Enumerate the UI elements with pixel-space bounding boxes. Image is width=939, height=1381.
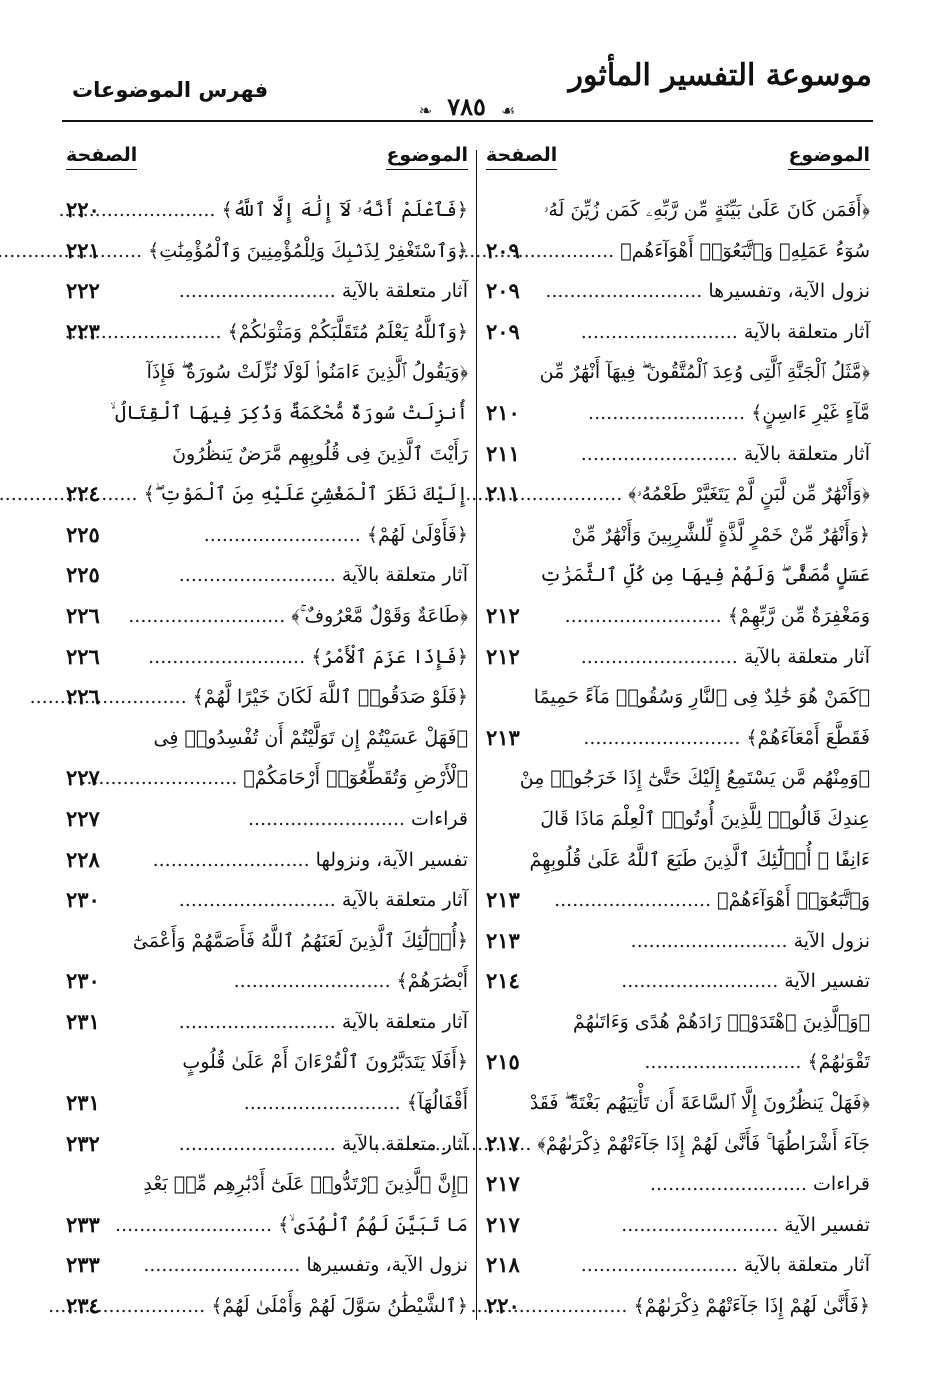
- index-entry: [482, 799, 872, 840]
- entry-page: ٢٣٠: [66, 968, 100, 994]
- entry-topic: آثار متعلقة بالآية .....: [179, 555, 468, 595]
- entry-topic: آثار متعلقة بالآية .....: [581, 434, 870, 474]
- entry-page: ٢٢٦: [66, 643, 100, 669]
- index-entry: [482, 758, 872, 799]
- entry-page: ٢٢٠: [486, 1293, 520, 1319]
- index-entry: [62, 637, 470, 678]
- entry-page: ٢٢٦: [66, 602, 100, 628]
- index-entry: [482, 515, 872, 556]
- index-entry: [62, 555, 470, 596]
- entry-page: ٢١٧: [486, 1130, 520, 1156]
- index-entry: [62, 1002, 470, 1043]
- entry-page: ٢١٧: [486, 1211, 520, 1237]
- index-entry: [62, 1083, 470, 1124]
- page-number-block: [62, 92, 872, 121]
- entry-topic: ﴿إِنَّ ٱلَّذِينَ ٱرْتَدُّوا۟ عَلَىٰٓ أَدْبَٰرِهِم مِّنۢ بَعْدِ: [143, 1173, 468, 1196]
- entry-topic: عَسَلٍ مُّصَفًّى ۖ وَلَهُمْ فِيهَا مِن كُلِّ ٱلثَّمَرَٰتِ: [539, 564, 870, 587]
- index-entry: [482, 961, 872, 1002]
- ornament-icon: ☙: [500, 101, 516, 120]
- entry-page: ٢٠٩: [486, 318, 520, 344]
- header-rule: [62, 120, 873, 122]
- entry-page: ٢٢٧: [66, 765, 100, 791]
- index-entry: [62, 190, 470, 231]
- index-entry: [482, 1002, 872, 1043]
- index-entry: [62, 231, 470, 272]
- entry-page: ٢١٠: [486, 399, 520, 425]
- index-entry: [482, 596, 872, 637]
- entry-topic: قراءات .....: [650, 1164, 870, 1204]
- entry-topic: آثار متعلقة بالآية .....: [179, 271, 468, 311]
- entry-page: ٢٢٣: [66, 318, 100, 344]
- index-entry: [482, 921, 872, 962]
- entry-page: ٢١٣: [486, 927, 520, 953]
- index-entry: [62, 474, 470, 515]
- entry-topic: ﴿طَاعَةٌ وَقَوْلٌ مَّعْرُوفٌ ۚ﴾ .....: [128, 596, 468, 636]
- entry-page: ٢٣١: [66, 1008, 100, 1034]
- index-entry: [482, 271, 872, 312]
- index-entry: [62, 1286, 470, 1327]
- entry-topic: ﴿فَأَنَّىٰ لَهُمْ إِذَا جَآءَتْهُمْ ذِكْرَىٰهُمْ﴾ .....: [470, 1286, 870, 1326]
- index-entry: [62, 434, 470, 475]
- entry-topic: ٱلْأَرْضِ وَتُقَطِّعُوٓا۟ أَرْحَامَكُمْ﴾ .....: [80, 758, 468, 798]
- entry-topic: تَقْوَىٰهُمْ﴾ .....: [644, 1042, 870, 1082]
- entry-topic: مَّآءٍ غَيْرِ ءَاسِنٍ﴾ .....: [588, 393, 870, 433]
- entry-topic: ﴿أَفَلَا يَتَدَبَّرُونَ ٱلْقُرْءَانَ أَمْ عَلَىٰ قُلُوبٍ: [182, 1051, 468, 1074]
- entry-page: ٢١١: [486, 481, 520, 507]
- entry-topic: ﴿ٱلشَّيْطَٰنُ سَوَّلَ لَهُمْ وَأَمْلَىٰ لَهُمْ﴾ .....: [48, 1286, 468, 1326]
- entry-page: ٢٢٤: [66, 481, 100, 507]
- index-entry: [62, 271, 470, 312]
- entry-topic: إِلَيْكَ نَظَرَ ٱلْمَغْشِىِّ عَلَيْهِ مِنَ ٱلْمَوْتِ ۖ﴾ .....: [0, 474, 468, 514]
- ornament-icon: ❧: [418, 101, 433, 120]
- entry-topic: عِندِكَ قَالُوا۟ لِلَّذِينَ أُوتُوا۟ ٱلْعِلْمَ مَاذَا قَالَ: [540, 807, 870, 830]
- page-header-label: الصفحة: [66, 144, 138, 166]
- index-entry: [62, 677, 470, 718]
- entry-topic: ﴿وَمِنْهُم مَّن يَسْتَمِعُ إِلَيْكَ حَتَّىٰٓ إِذَا خَرَجُوا۟ مِنْ: [519, 767, 870, 790]
- entry-topic: نزول الآية، وتفسيرها .....: [143, 1245, 468, 1285]
- entry-page: ٢١٧: [486, 1171, 520, 1197]
- entry-page: ٢٣٤: [66, 1293, 100, 1319]
- entry-topic: نزول الآية .....: [631, 921, 870, 961]
- index-entry: [482, 840, 872, 881]
- entry-topic: ءَانِفًا ۚ أُو۟لَٰٓئِكَ ٱلَّذِينَ طَبَعَ ٱللَّهُ عَلَىٰ قُلُوبِهِمْ: [529, 848, 870, 871]
- entry-page: ٢١٤: [486, 968, 520, 994]
- index-entry: [482, 637, 872, 678]
- index-entry: [62, 758, 470, 799]
- entry-topic: جَآءَ أَشْرَاطُهَا ۚ فَأَنَّىٰ لَهُمْ إِذَا جَآءَتْهُمْ ذِكْرَىٰهُمْ﴾ .....: [374, 1124, 870, 1164]
- entry-page: ٢٠٩: [486, 237, 520, 263]
- entry-page: ٢١٢: [486, 643, 520, 669]
- entry-page: ٢٢٥: [66, 521, 100, 547]
- entry-page: ٢١٣: [486, 724, 520, 750]
- index-entry: [482, 190, 872, 231]
- index-entry: [482, 1083, 872, 1124]
- entry-topic: ﴿فَٱعْلَمْ أَنَّهُۥ لَآ إِلَٰهَ إِلَّا ٱللَّهُ﴾ .....: [58, 190, 468, 230]
- index-entry: [482, 555, 872, 596]
- entry-page: ٢٢١: [66, 237, 100, 263]
- index-entry: [62, 515, 470, 556]
- index-entry: [62, 312, 470, 353]
- entry-topic: آثار متعلقة بالآية .....: [179, 1124, 468, 1164]
- entry-topic: ﴿وَيَقُولُ ٱلَّذِينَ ءَامَنُوا۟ لَوْلَا نُزِّلَتْ سُورَةٌ ۖ فَإِذَآ: [146, 361, 468, 384]
- entry-topic: نزول الآية، وتفسيرها .....: [545, 271, 870, 311]
- entry-page: ٢٣٢: [66, 1130, 100, 1156]
- entry-topic: أَقْفَالُهَآ﴾ .....: [244, 1083, 468, 1123]
- entry-topic: سُوٓءُ عَمَلِهِۦ وَٱتَّبَعُوٓا۟ أَهْوَآءَهُم﴾ .....: [457, 231, 870, 271]
- index-rows: [62, 190, 470, 1327]
- entry-page: ٢٢٦: [66, 684, 100, 710]
- entry-topic: ﴿كَمَنْ هُوَ خَٰلِدٌ فِى ٱلنَّارِ وَسُقُوا۟ مَآءً حَمِيمًا: [533, 686, 870, 709]
- entry-page: ٢٢٢: [66, 278, 100, 304]
- index-entry: [482, 677, 872, 718]
- entry-topic: تفسير الآية، ونزولها .....: [153, 840, 468, 880]
- entry-page: ٢١٨: [486, 1252, 520, 1278]
- index-entry: [62, 1245, 470, 1286]
- entry-topic: ﴿وَٱللَّهُ يَعْلَمُ مُتَقَلَّبَكُمْ وَمَثْوَىٰكُمْ﴾ .....: [65, 312, 468, 352]
- index-entry: [62, 799, 470, 840]
- index-entry: [62, 596, 470, 637]
- index-entry: [62, 1164, 470, 1205]
- index-entry: [62, 880, 470, 921]
- entry-topic: وَمَغْفِرَةٌ مِّن رَّبِّهِمْ﴾ .....: [565, 596, 870, 636]
- page-header-label: الصفحة: [486, 144, 558, 166]
- entry-page: ٢١٢: [486, 602, 520, 628]
- index-entry: [62, 961, 470, 1002]
- entry-page: ٢١٥: [486, 1049, 520, 1075]
- index-column-right: [482, 140, 872, 1327]
- index-column-left: [62, 140, 470, 1327]
- index-entry: [62, 1042, 470, 1083]
- index-entry: [482, 1286, 872, 1327]
- entry-topic: ﴿أُو۟لَٰٓئِكَ ٱلَّذِينَ لَعَنَهُمُ ٱللَّهُ فَأَصَمَّهُمْ وَأَعْمَىٰٓ: [132, 929, 468, 952]
- entry-page: ٢١١: [486, 440, 520, 466]
- book-title: موسوعة التفسير المأثور: [568, 58, 872, 93]
- index-entry: [482, 312, 872, 353]
- entry-topic: ﴿وَأَنْهَٰرٌ مِّن لَّبَنٍ لَّمْ يَتَغَيَّرْ طَعْمُهُۥ﴾ .....: [465, 474, 870, 514]
- entry-topic: ﴿وَٱسْتَغْفِرْ لِذَنۢبِكَ وَلِلْمُؤْمِنِينَ وَٱلْمُؤْمِنَٰتِ﴾ .....: [0, 231, 468, 271]
- column-header: [482, 140, 872, 176]
- index-entry: [482, 231, 872, 272]
- entry-topic: تفسير الآية .....: [621, 1205, 870, 1245]
- index-title: فهرس الموضوعات: [72, 78, 269, 102]
- entry-topic: ﴿فَهَلْ عَسَيْتُمْ إِن تَوَلَّيْتُمْ أَن تُفْسِدُوا۟ فِى: [153, 726, 468, 749]
- index-entry: [482, 1205, 872, 1246]
- entry-page: ٢٢٥: [66, 562, 100, 588]
- index-entry: [482, 352, 872, 393]
- entry-topic: آثار متعلقة بالآية .....: [581, 1245, 870, 1285]
- entry-topic: ﴿أَفَمَن كَانَ عَلَىٰ بَيِّنَةٍ مِّن رَّبِّهِۦ كَمَن زُيِّنَ لَهُۥ: [543, 199, 870, 221]
- topic-header: الموضوع: [386, 144, 468, 166]
- index-rows: [482, 190, 872, 1327]
- entry-topic: أَبْصَٰرَهُمْ﴾ .....: [234, 961, 468, 1001]
- index-entry: [482, 718, 872, 759]
- entry-topic: ﴿وَٱلَّذِينَ ٱهْتَدَوْا۟ زَادَهُمْ هُدًى وَءَاتَىٰهُمْ: [572, 1010, 870, 1033]
- index-entry: [482, 1164, 872, 1205]
- entry-topic: ﴿مَّثَلُ ٱلْجَنَّةِ ٱلَّتِى وُعِدَ ٱلْمُتَّقُونَ ۖ فِيهَآ أَنْهَٰرٌ مِّن: [539, 361, 870, 384]
- index-entry: [482, 393, 872, 434]
- index-entry: [482, 1042, 872, 1083]
- entry-topic: قراءات .....: [248, 799, 468, 839]
- entry-topic: رَأَيْتَ ٱلَّذِينَ فِى قُلُوبِهِم مَّرَضٌ يَنظُرُونَ: [172, 442, 468, 465]
- index-entry: [62, 1124, 470, 1165]
- entry-topic: آثار متعلقة بالآية .....: [179, 880, 468, 920]
- entry-page: ٢١٣: [486, 887, 520, 913]
- entry-topic: مَا تَبَيَّنَ لَهُمُ ٱلْهُدَى ۙ﴾ .....: [115, 1205, 468, 1245]
- entry-topic: ﴿فَلَوْ صَدَقُوا۟ ٱللَّهَ لَكَانَ خَيْرًا لَّهُمْ﴾ .....: [30, 677, 468, 717]
- entry-page: ٢٠٩: [486, 278, 520, 304]
- index-entry: [62, 921, 470, 962]
- index-entry: [62, 840, 470, 881]
- index-entry: [482, 1245, 872, 1286]
- index-entry: [62, 1205, 470, 1246]
- entry-page: ٢٢٧: [66, 805, 100, 831]
- topic-header: الموضوع: [788, 144, 870, 166]
- entry-page: ٢٣٣: [66, 1211, 100, 1237]
- entry-topic: آثار متعلقة بالآية .....: [581, 637, 870, 677]
- index-entry: [62, 393, 470, 434]
- index-entry: [482, 1124, 872, 1165]
- page-number: ٧٨٥: [447, 92, 486, 121]
- entry-page: ٢٢٠: [66, 197, 100, 222]
- entry-topic: ﴿وَأَنْهَٰرٌ مِّنْ خَمْرٍ لَّذَّةٍ لِّلشَّٰرِبِينَ وَأَنْهَٰرٌ مِّنْ: [571, 523, 870, 546]
- index-entry: [482, 434, 872, 475]
- entry-topic: ﴿فَأَوْلَىٰ لَهُمْ﴾ .....: [204, 515, 468, 555]
- entry-topic: ﴿فَإِذَا عَزَمَ ٱلْأَمْرُ﴾ .....: [148, 637, 468, 677]
- entry-page: ٢٣٠: [66, 887, 100, 913]
- index-entry: [482, 880, 872, 921]
- entry-topic: أُنزِلَتْ سُورَةٌ مُّحْكَمَةٌ وَذُكِرَ فِيهَا ٱلْقِتَالُ ۙ: [110, 401, 468, 424]
- index-entry: [482, 474, 872, 515]
- entry-topic: فَقَطَّعَ أَمْعَآءَهُمْ﴾ .....: [583, 718, 870, 758]
- index-entry: [62, 718, 470, 759]
- page-header: [62, 58, 872, 128]
- entry-page: ٢٣٣: [66, 1252, 100, 1278]
- entry-topic: ﴿فَهَلْ يَنظُرُونَ إِلَّا ٱلسَّاعَةَ أَن تَأْتِيَهُم بَغْتَةً ۖ فَقَدْ: [529, 1092, 870, 1115]
- entry-page: ٢٣١: [66, 1090, 100, 1116]
- entry-topic: تفسير الآية .....: [621, 961, 870, 1001]
- index-entry: [62, 352, 470, 393]
- column-header: [62, 140, 470, 176]
- entry-page: ٢٢٨: [66, 846, 100, 872]
- entry-topic: آثار متعلقة بالآية .....: [581, 312, 870, 352]
- entry-topic: آثار متعلقة بالآية .....: [179, 1002, 468, 1042]
- entry-topic: وَٱتَّبَعُوٓا۟ أَهْوَآءَهُمْ﴾ .....: [554, 880, 870, 920]
